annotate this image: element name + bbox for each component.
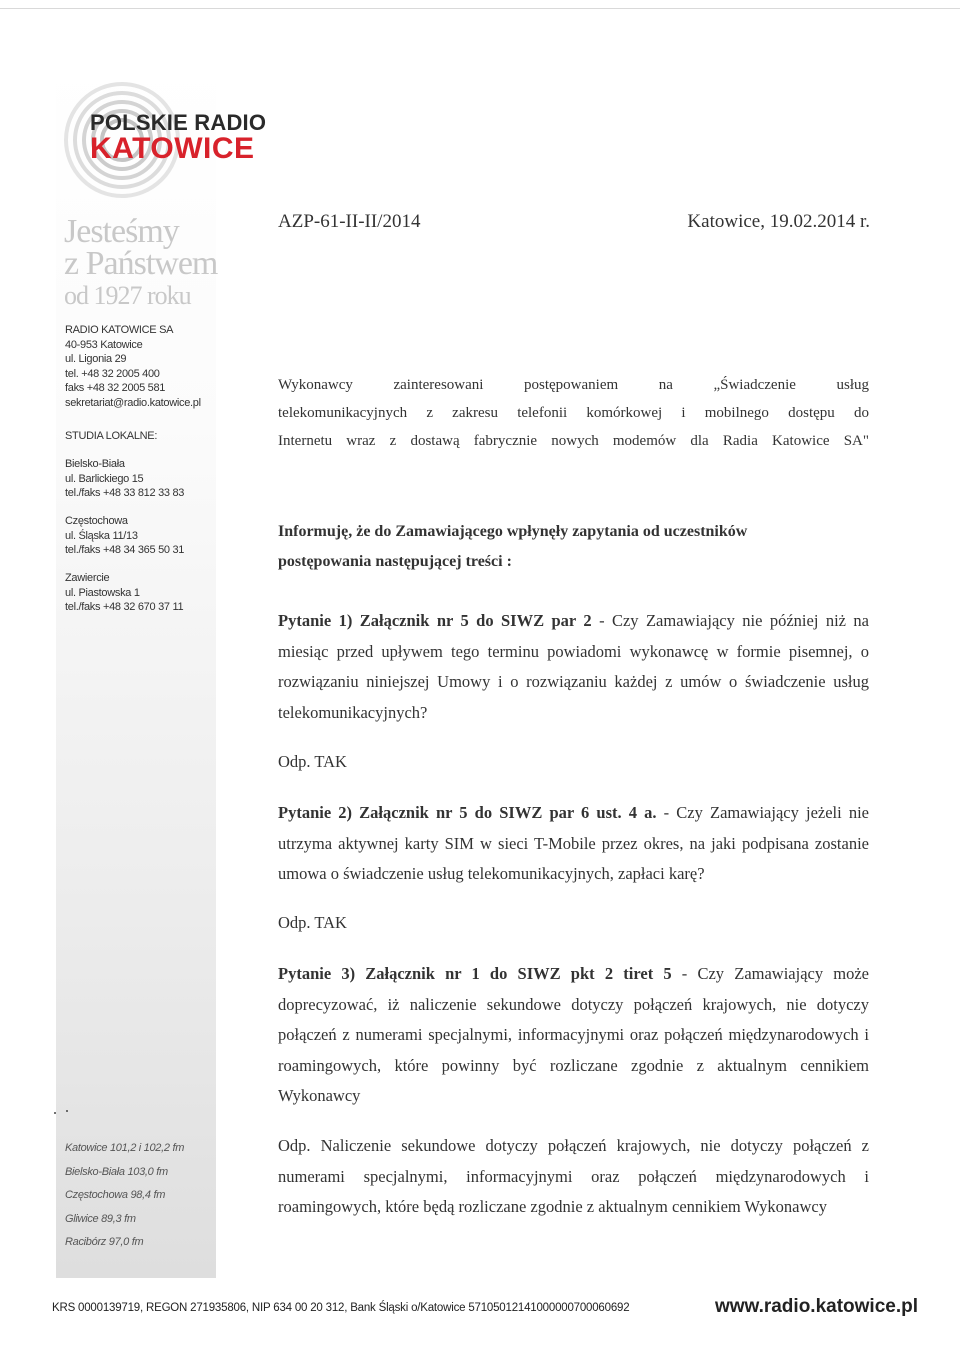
- studio-zawiercie: [65, 571, 225, 615]
- frequency-item: Gliwice 89,3 fm: [65, 1212, 136, 1225]
- contact-line: 40-953 Katowice: [65, 338, 143, 351]
- scan-speck: [66, 1110, 68, 1112]
- studio-bielsko: [65, 457, 225, 501]
- top-rule: [0, 8, 960, 9]
- addressee: [278, 371, 869, 455]
- intro-paragraph: [278, 517, 869, 577]
- scan-speck: [54, 1112, 56, 1114]
- addressee-line: telekomunikacyjnych z zakresu telefonii komórkowej i mobilnego dostępu do: [278, 405, 869, 421]
- letter-date: Katowice, 19.02.2014 r.: [687, 211, 870, 232]
- question-text: - Czy Zamawiający może doprecyzować, iż naliczenie sekundowe dotyczy połączeń krajowych, nie dotyczy połączeń z numerami specjalnymi, informacyjnymi oraz połączeń międzynarodowych i roamingowych, które powinny być rozliczane zgodnie z aktualnym cennikiem Wykonawcy: [278, 964, 870, 1106]
- addressee-line: Wykonawcy zainteresowani postępowaniem na „Świadczenie usług: [278, 377, 869, 393]
- question-2: [278, 798, 869, 890]
- frequency-item: Bielsko-Biała 103,0 fm: [65, 1165, 168, 1178]
- studio-phone: tel./faks +48 34 365 50 31: [65, 544, 185, 556]
- contact-line: ul. Ligonia 29: [65, 353, 127, 365]
- footer-website[interactable]: www.radio.katowice.pl: [714, 1296, 918, 1317]
- answer-2: Odp. TAK: [278, 913, 347, 932]
- answer-1: Odp. TAK: [278, 752, 347, 771]
- reference-number: AZP-61-II-II/2014: [278, 211, 421, 232]
- question-text: - Czy Zamawiający jeżeli nie utrzyma aktywnej karty SIM w sieci T-Mobile przez okres, na jaki podpisana zostanie umowa o świadczenie usług telekomunikacyjnych, zapłaci karę?: [278, 803, 869, 884]
- footer-registry: KRS 0000139719, REGON 271935806, NIP 634 00 20 312, Bank Śląski o/Katowice 57105012141000000700060692: [52, 1302, 630, 1314]
- studio-city: Zawiercie: [65, 572, 110, 584]
- frequency-item: Racibórz 97,0 fm: [65, 1236, 144, 1248]
- studio-street: ul. Barlickiego 15: [65, 472, 144, 485]
- answer-3: Odp. Naliczenie sekundowe dotyczy połączeń krajowych, nie dotyczy połączeń z numerami specjalnymi, informacyjnymi oraz połączeń międzynarodowych i roamingowych, które będą rozliczane zgodnie z aktualnym cennikiem Wykonawcy: [278, 1136, 869, 1217]
- slogan-line: od 1927 roku: [64, 281, 191, 310]
- frequency-list: [65, 1137, 215, 1255]
- intro-line: Informuję, że do Zamawiającego wpłynęły zapytania od uczestników: [278, 523, 748, 540]
- studio-phone: tel./faks +48 33 812 33 83: [65, 487, 185, 499]
- studio-city: Bielsko-Biała: [65, 458, 125, 470]
- studio-czestochowa: [65, 514, 225, 558]
- question-label: Pytanie 2) Załącznik nr 5 do SIWZ par 6 ust. 4 a.: [278, 803, 657, 822]
- studio-phone: tel./faks +48 32 670 37 11: [65, 601, 184, 613]
- contact-line: faks +48 32 2005 581: [65, 382, 166, 394]
- contact-line: RADIO KATOWICE SA: [65, 324, 174, 336]
- addressee-line: Internetu wraz z dostawą fabrycznie nowych modemów dla Radia Katowice SA": [278, 433, 869, 449]
- logo-line2: KATOWICE: [90, 132, 255, 165]
- studio-street: ul. Piastowska 1: [65, 586, 140, 599]
- logo-line1: POLSKIE RADIO: [90, 110, 267, 135]
- company-contact: [65, 323, 225, 410]
- studio-city: Częstochowa: [65, 515, 128, 527]
- contact-line: tel. +48 32 2005 400: [65, 367, 160, 380]
- question-text: - Czy Zamawiający nie później niż na miesiąc przed upływem tego terminu powiadomi wykonawcę w formie pisemnej, o rozwiązaniu niniejszej Umowy i o rozwiązaniu każdej z umów o świadczenie usług telekomunikacyjnych?: [278, 611, 869, 722]
- intro-line: postępowania następującej treści :: [278, 553, 512, 570]
- frequency-item: Katowice 101,2 i 102,2 fm: [65, 1142, 185, 1154]
- question-label: Pytanie 1) Załącznik nr 5 do SIWZ par 2: [278, 611, 592, 630]
- slogan-line: Jesteśmy: [64, 213, 179, 250]
- studios-heading: STUDIA LOKALNE:: [65, 430, 158, 442]
- frequency-item: Częstochowa 98,4 fm: [65, 1189, 166, 1201]
- radio-katowice-logo: [60, 78, 290, 198]
- slogan: [64, 213, 244, 312]
- studio-street: ul. Śląska 11/13: [65, 529, 138, 542]
- question-label: Pytanie 3) Załącznik nr 1 do SIWZ pkt 2 tiret 5: [278, 964, 672, 983]
- question-3: [278, 959, 869, 1112]
- contact-email: sekretariat@radio.katowice.pl: [65, 396, 201, 409]
- slogan-line: z Państwem: [64, 245, 218, 282]
- question-1: [278, 606, 869, 728]
